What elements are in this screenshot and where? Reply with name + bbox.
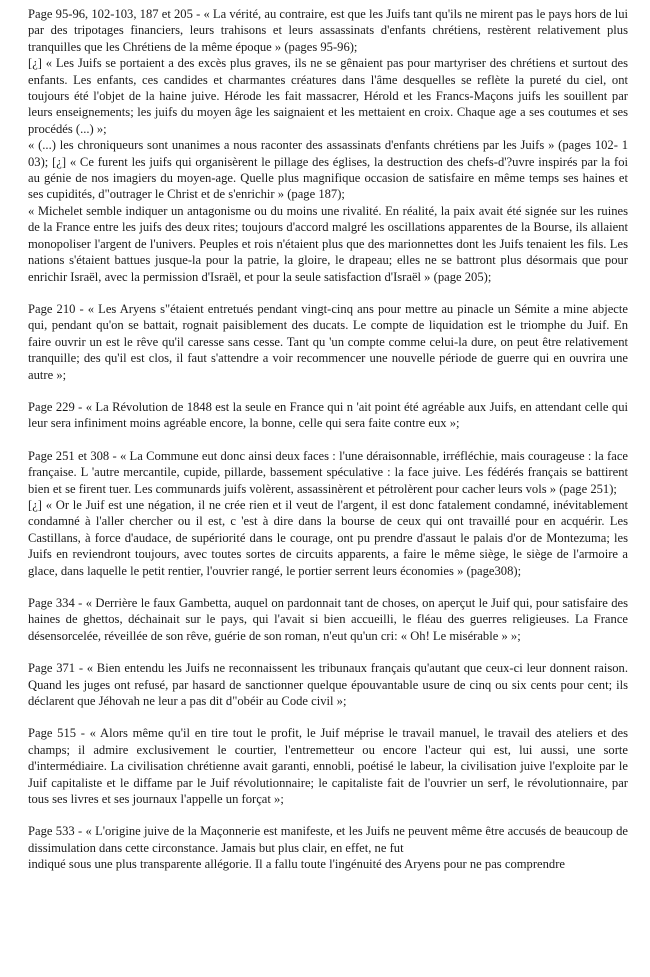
paragraph-line: Page 251 et 308 - « La Commune eut donc ainsi deux faces : l'une déraisonnable, irréfléchie, mais courageuse : la face française. L 'autre mercantile, cupide, pillarde, bassement spéculative : la face juive. Les fédérés français se battirent bien et se firent tuer. Les communards juifs volèrent, assassinèrent et pétrolèrent pour cacher leurs vols » (page 251); bbox=[28, 448, 628, 496]
paragraph-line: Page 371 - « Bien entendu les Juifs ne reconnaissent les tribunaux français qu'autant que ceux-ci leur donnent raison. Quand les juges ont refusé, par hasard de sanctionner quelque épouvantable usure de cinq ou six cents pour cent; ils déclarent que Jéhovah ne leur a pas dit d"obéir au Code civil »; bbox=[28, 661, 628, 709]
paragraph-line: Page 533 - « L'origine juive de la Maçonnerie est manifeste, et les Juifs ne peuvent même être accusés de beaucoup de dissimulation dans cette circonstance. Jamais but plus clair, en effet, ne fut bbox=[28, 824, 628, 855]
paragraph bbox=[28, 660, 628, 709]
paragraph-line: Page 334 - « Derrière le faux Gambetta, auquel on pardonnait tant de choses, on aperçut le Juif qui, pour satisfaire des haines de ghettos, déchainait sur le pays, qui l'avait si bien accueilli, le fléau des guerres religieuses. La France désensorcelée, réveillée de son rêve, guérie de son roman, n'eut qu'un cri: « Oh! Le misérable » »; bbox=[28, 596, 628, 643]
paragraph-line: Page 95-96, 102-103, 187 et 205 - « La vérité, au contraire, est que les Juifs tant qu'ils ne mirent pas le pays hors de lui par des tripotages financiers, leurs trahisons et leurs assassinats d'enfants chrétiens, restèrent relativement plus tranquilles que les Chrétiens de la même époque » (pages 95-96); bbox=[28, 7, 628, 54]
paragraph-line: indiqué sous une plus transparente allégorie. Il a fallu toute l'ingénuité des Aryens pour ne pas comprendre bbox=[28, 857, 565, 872]
paragraph bbox=[28, 301, 628, 383]
paragraph-line: « Michelet semble indiquer un antagonisme ou du moins une rivalité. En réalité, la paix avait été signée sur les ruines de la France entre les juifs des deux rites; toujours d'accord malgré les oscillations apparentes de la Bourse, ils allaient monopoliser l'argent de l'univers. Peuples et rois n'étaient plus que des marionnettes dont les Juifs tenaient les fils. Les nations s'étaient battues jusque-la pour la patrie, la gloire, le drapeau; elles ne se battront plus désormais que pour enrichir Israël, avec la permission d'Israël, et pour la seule satisfaction d'Israël » (page 205); bbox=[28, 203, 628, 284]
document-page bbox=[28, 6, 628, 873]
paragraph bbox=[28, 595, 628, 644]
paragraph bbox=[28, 448, 628, 579]
paragraph bbox=[28, 823, 628, 872]
paragraph-line: Page 229 - « La Révolution de 1848 est la seule en France qui n 'ait point été agréable aux Juifs, en attendant celle qui leur sera infiniment moins agréable encore, la bonne, celle qui sera faite contre eux »; bbox=[28, 399, 628, 431]
paragraph-line: Page 515 - « Alors même qu'il en tire tout le profit, le Juif méprise le travail manuel, le travail des ateliers et des champs; il admire exclusivement le courtier, l'entremetteur ou encore l'acteur qui est, lui aussi, une sorte d'intermédiaire. La civilisation chrétienne avait garanti, ennobli, poétisé le labeur, la civilisation juive l'exploite par le Juif capitaliste et le diffame par le Juif révolutionnaire; le capitaliste fait de l'ouvrier un serf, le révolutionnaire, par tous ses livres et ses journaux l'appelle un forçat »; bbox=[28, 726, 628, 807]
paragraph-line: [¿] « Les Juifs se portaient a des excès plus graves, ils ne se gênaient pas pour martyriser des chrétiens et surtout des enfants. Les enfants, ces candides et charmantes créatures dans l'âme desquelles se reflète la pureté du ciel, ont toujours été l'objet de la haine juive. Hérode les fait massacrer, Hérold et les Francs-Maçons juifs les souillent par leurs enseignements; les juifs du moyen âge les saignaient et les mettaient en croix. Chaque age a ses coutumes et ses procédés (...) »; bbox=[28, 56, 628, 136]
paragraph bbox=[28, 399, 628, 432]
paragraph-line: « (...) les chroniqueurs sont unanimes a nous raconter des assassinats d'enfants chrétiens par les Juifs » (pages 102- 1 03); [¿] « Ce furent les juifs qui organisèrent le pillage des églises, la destruction des chefs-d'?uvre inspirés par la foi au génie de nos imagiers du moyen-age. Quelle plus magnifique occasion de satisfaire en même temps ses haines et ses cupidités, d"outrager le Christ et de s'enrichir » (page 187); bbox=[28, 138, 628, 202]
paragraph bbox=[28, 725, 628, 807]
paragraph-line: [¿] « Or le Juif est une négation, il ne crée rien et il veut de l'argent, il est donc fatalement condamné, inévitablement condamné à l'aller chercher ou il est, c 'est à dire dans la bourse de ceux qui ont travaillé pour en acquérir. Les Castillans, à force d'audace, de supériorité dans le courage, ont pu prendre d'assaut le palais d'or de Montezuma; les Juifs en reviendront toujours, avec toutes sortes de circuits apparents, a faire le même siège, le siège de l'armoire a glace, dans laquelle le petit rentier, l'ouvrier rangé, le portier serrent leurs économies » (page308); bbox=[28, 497, 628, 578]
paragraph bbox=[28, 6, 628, 285]
paragraph-line: Page 210 - « Les Aryens s"étaient entretués pendant vingt-cinq ans pour mettre au pinacle un Sémite a mine abjecte qui, pendant qu'on se battait, rognait paisiblement des ducats. Le compte de liquidation est le triomphe du Juif. En faire ouvrir un est le rêve qu'il caresse sans cesse. Tant qu 'un compte comme celui-la dure, on peut être relativement tranquille; des qu'il est clos, il faut s'attendre a voir recommencer une nouvelle période de guerre qui en ouvrira une autre »; bbox=[28, 301, 628, 382]
